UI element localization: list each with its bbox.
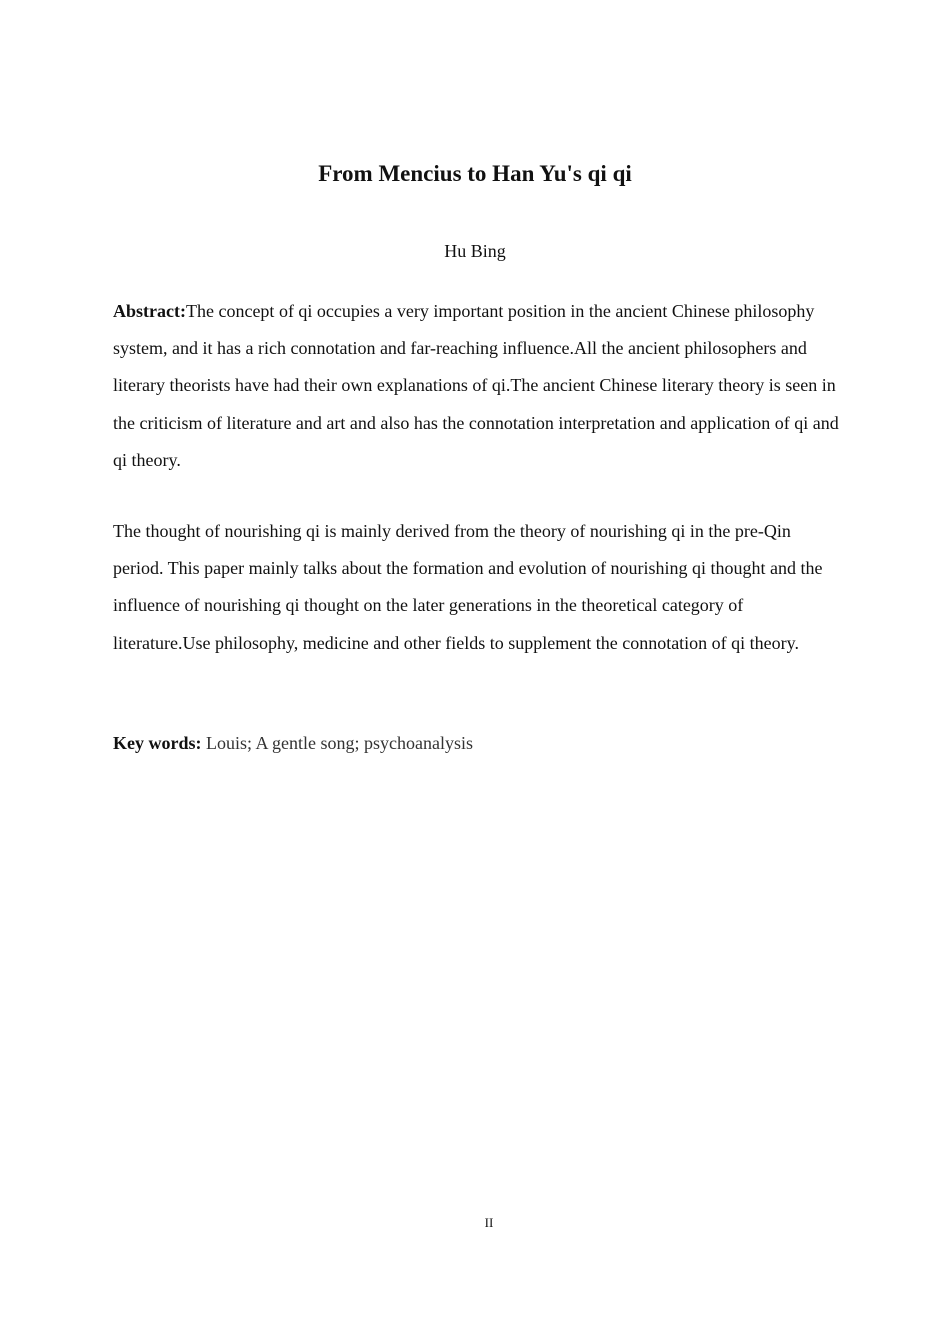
abstract-paragraph	[113, 293, 843, 479]
abstract-text: The concept of qi occupies a very important position in the ancient Chinese philosophy system, and it has a rich connotation and far-reaching influence.All the ancient philosophers and literary theorists have had their own explanations of qi.The ancient Chinese literary theory is seen in the criticism of literature and art and also has the connotation interpretation and application of qi and qi theory.	[113, 301, 839, 470]
paper-title: From Mencius to Han Yu's qi qi	[318, 161, 632, 186]
page-number: II	[484, 1215, 494, 1230]
abstract-paragraph-2: The thought of nourishing qi is mainly derived from the theory of nourishing qi in the pre-Qin period. This paper mainly talks about the formation and evolution of nourishing qi thought and the influence of nourishing qi thought on the later generations in the theoretical category of literature.Use philosophy, medicine and other fields to supplement the connotation of qi theory.	[113, 521, 823, 653]
abstract-label: Abstract:	[113, 301, 186, 321]
keywords-label: Key words:	[113, 733, 202, 753]
keywords-value: Louis; A gentle song; psychoanalysis	[206, 733, 473, 753]
keywords-line	[113, 729, 843, 757]
author-name: Hu Bing	[444, 241, 506, 261]
